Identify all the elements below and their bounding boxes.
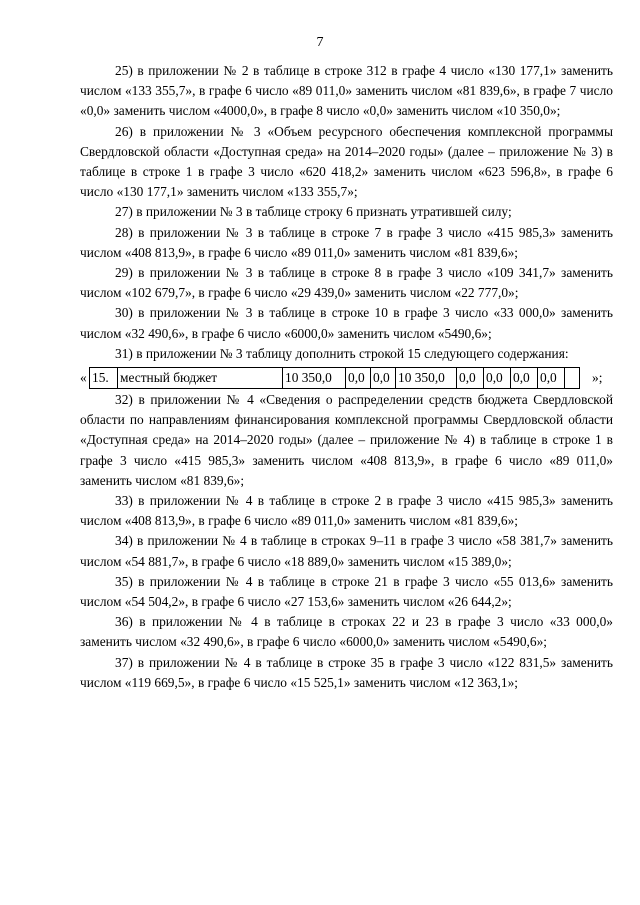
cell-year-2: 0,0 — [371, 368, 396, 389]
paragraph-36: 36) в приложении № 4 в таблице в строках 22 и 23 в графе 3 число «33 000,0» заменить числом «32 490,6», в графе 6 число «6000,0» заменить числом «5490,6»; — [80, 614, 613, 650]
paragraph-32: 32) в приложении № 4 «Сведения о распределении средств бюджета Свердловской области по направлениям финансирования комплексной программы Свердловской области «Доступная среда» на 2014–2020 годы» (далее – приложение № 4) в таблице в строке 1 в графе 3 число «415 985,3» заменить числом «408 813,9», в графе 6 число «89 011,0» заменить числом «81 839,6»; — [80, 392, 613, 488]
cell-total: 10 350,0 — [283, 368, 346, 389]
paragraph-31: 31) в приложении № 3 таблицу дополнить строкой 15 следующего содержания: — [115, 345, 569, 361]
cell-empty — [565, 368, 580, 389]
document-body — [80, 61, 613, 693]
close-quote: »; — [592, 370, 603, 386]
cell-source: местный бюджет — [118, 368, 283, 389]
inline-table-row — [80, 364, 613, 390]
cell-year-3: 10 350,0 — [396, 368, 457, 389]
paragraph-28: 28) в приложении № 3 в таблице в строке 7 в графе 3 число «415 985,3» заменить числом «408 813,9», в графе 6 число «89 011,0» заменить числом «81 839,6»; — [80, 224, 613, 260]
added-row-table — [89, 367, 580, 389]
paragraph-29: 29) в приложении № 3 в таблице в строке 8 в графе 3 число «109 341,7» заменить числом «102 679,7», в графе 6 число «29 439,0» заменить числом «22 777,0»; — [80, 265, 613, 301]
paragraph-30: 30) в приложении № 3 в таблице в строке 10 в графе 3 число «33 000,0» заменить числом «32 490,6», в графе 6 число «6000,0» заменить числом «5490,6»; — [80, 305, 613, 341]
page-number: 7 — [316, 35, 324, 50]
cell-year-6: 0,0 — [511, 368, 538, 389]
paragraph-26: 26) в приложении № 3 «Объем ресурсного обеспечения комплексной программы Свердловской области «Доступная среда» на 2014–2020 годы» (далее – приложение № 3) в таблице в строке 1 в графе 3 число «620 418,2» заменить числом «623 596,8», в графе 6 число «130 177,1» заменить числом «133 355,7»; — [80, 123, 613, 200]
paragraph-37: 37) в приложении № 4 в таблице в строке 35 в графе 3 число «122 831,5» заменить числом «119 669,5», в графе 6 число «15 525,1» заменить числом «12 363,1»; — [80, 654, 613, 690]
cell-row-number: 15. — [90, 368, 118, 389]
cell-year-7: 0,0 — [538, 368, 565, 389]
paragraph-34: 34) в приложении № 4 в таблице в строках 9–11 в графе 3 число «58 381,7» заменить числом «54 881,7», в графе 6 число «18 889,0» заменить числом «15 389,0»; — [80, 533, 613, 569]
paragraph-27: 27) в приложении № 3 в таблице строку 6 признать утратившей силу; — [115, 204, 512, 220]
paragraph-35: 35) в приложении № 4 в таблице в строке 21 в графе 3 число «55 013,6» заменить числом «54 504,2», в графе 6 число «27 153,6» заменить числом «26 644,2»; — [80, 573, 613, 610]
cell-year-4: 0,0 — [457, 368, 484, 389]
paragraph-33: 33) в приложении № 4 в таблице в строке 2 в графе 3 число «415 985,3» заменить числом «408 813,9», в графе 6 число «89 011,0» заменить числом «81 839,6»; — [80, 493, 613, 529]
paragraph-25: 25) в приложении № 2 в таблице в строке 312 в графе 4 число «130 177,1» заменить числом «133 355,7», в графе 6 число «89 011,0» заменить числом «81 839,6», в графе 7 число «0,0» заменить числом «4000,0», в графе 8 число «0,0» заменить числом «10 350,0»; — [80, 63, 613, 119]
cell-year-5: 0,0 — [484, 368, 511, 389]
open-quote: « — [80, 370, 87, 386]
cell-year-1: 0,0 — [346, 368, 371, 389]
